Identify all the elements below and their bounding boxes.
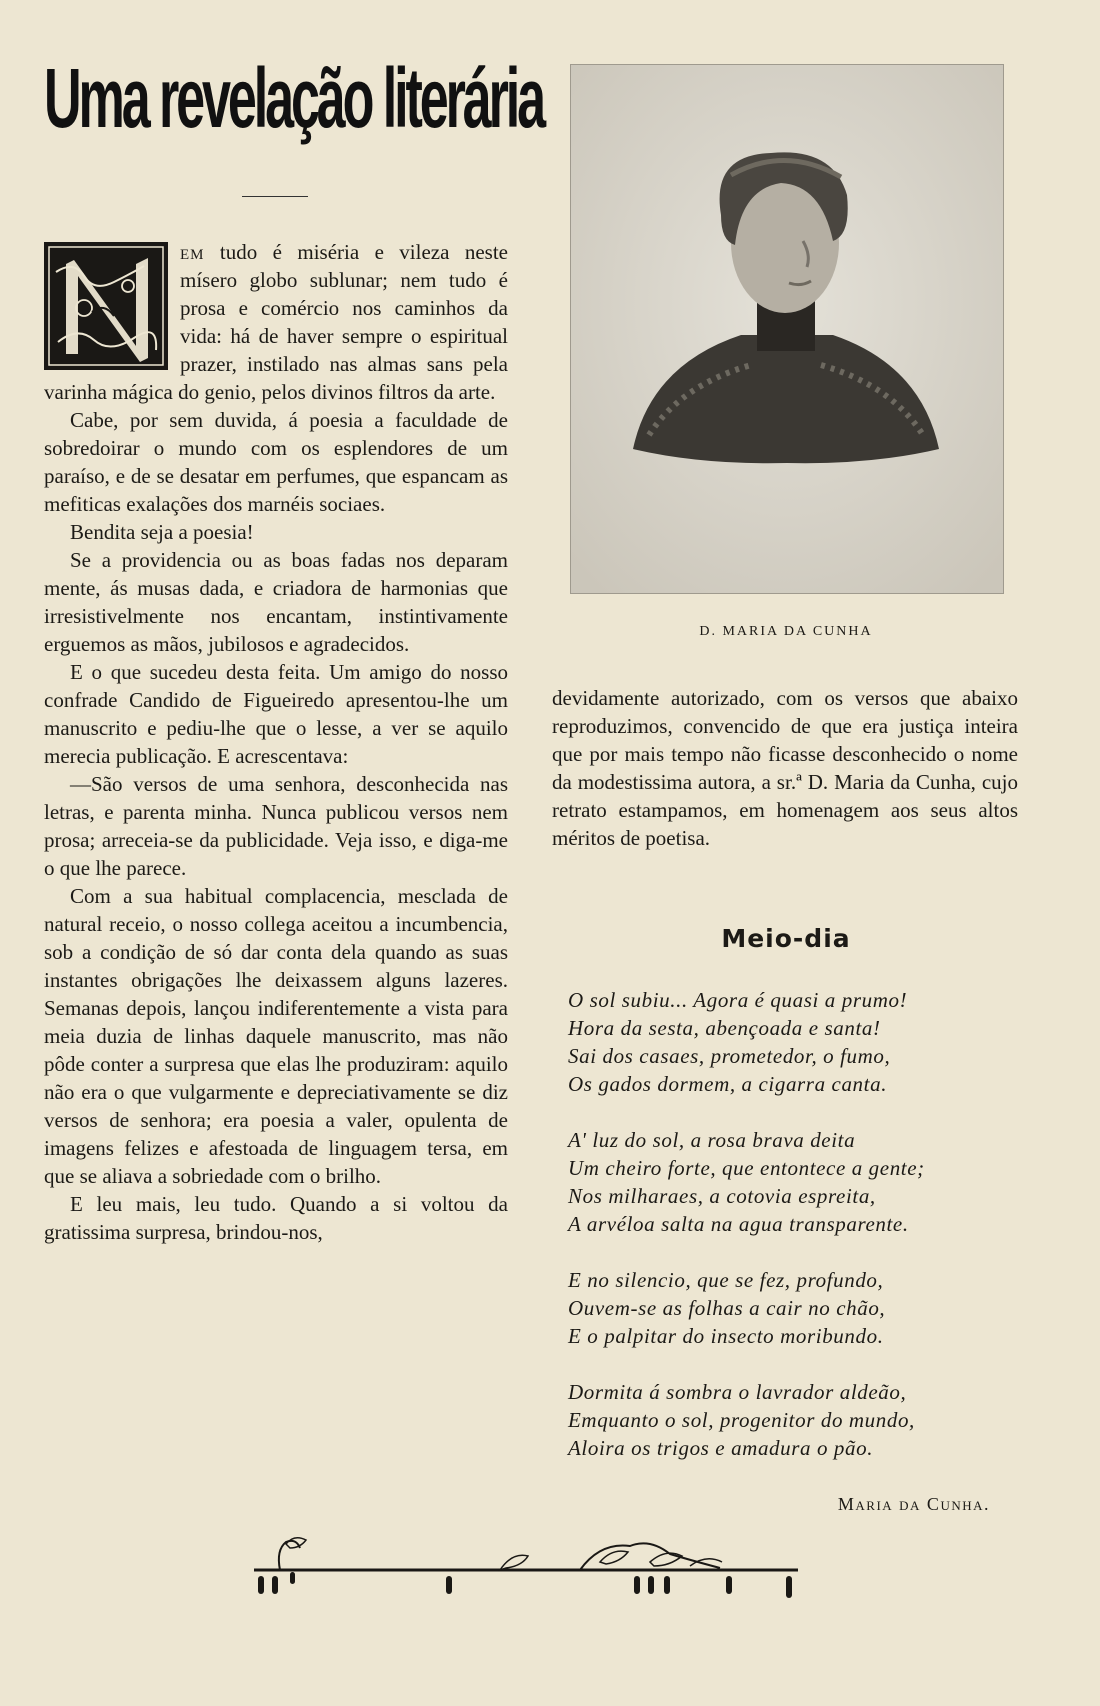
article-paragraph: —São versos de uma senhora, desconhecida nas letras, e parenta minha. Nunca publicou versos nem prosa; arreceia-se da publicidade. Veja isso, e diga-me o que lhe parece. [44,772,508,880]
poem-line: Dormita á sombra o lavrador aldeão, [568,1380,907,1404]
article-continuation: devidamente autorizado, com os versos que abaixo reproduzimos, convencido de que era justiça inteira que por mais tempo não ficasse desconhecido o nome da modestissima autora, a sr.ª D. Maria da Cunha, cujo retrato estampamos, em homenagem aos seus altos méritos de poetisa. [552,686,1018,850]
poem-line: Sai dos casaes, prometedor, o fumo, [568,1044,891,1068]
title-divider [242,196,308,197]
article-paragraph: Cabe, por sem duvida, á poesia a faculdade de sobredoirar o mundo com os esplendores de um paraíso, e de se desatar em perfumes, que espancam as mefiticas exalações dos marnéis sociaes. [44,408,508,516]
dropcap-n-icon [44,242,168,370]
poem-stanza [568,986,1008,1098]
article-right-column [552,684,1018,852]
poem-line: A' luz do sol, a rosa brava deita [568,1128,856,1152]
poem-line: E o palpitar do insecto moribundo. [568,1324,884,1348]
poem-stanza [568,1378,1008,1462]
poem-stanza [568,1126,1008,1238]
page-title: Uma revelação literária [44,51,544,145]
article-paragraph: Bendita seja a poesia! [70,520,254,544]
photo-caption: D. MARIA DA CUNHA [699,624,873,639]
poem-title: Meio-dia [721,924,851,953]
poem-line: E no silencio, que se fez, profundo, [568,1268,884,1292]
first-word-rest: em [180,240,205,264]
poem-line: Aloira os trigos e amadura o pão. [568,1436,874,1460]
poem-line: Hora da sesta, abençoada e santa! [568,1016,881,1040]
poem-line: Emquanto o sol, progenitor do mundo, [568,1408,915,1432]
poem-stanza [568,1266,1008,1350]
poem-body [568,986,1008,1490]
portrait-photo [570,64,1004,594]
poem-line: A arvéloa salta na agua transparente. [568,1212,909,1236]
poem-line: Um cheiro forte, que entontece a gente; [568,1156,925,1180]
poem-line: Ouvem-se as folhas a cair no chão, [568,1296,886,1320]
poem-line: Nos milharaes, a cotovia espreita, [568,1184,876,1208]
poem-line: Os gados dormem, a cigarra canta. [568,1072,888,1096]
poem-line: O sol subiu... Agora é quasi a prumo! [568,988,908,1012]
article-paragraph: E o que sucedeu desta feita. Um amigo do nosso confrade Candido de Figueiredo apresentou-lhe um manuscrito e pediu-lhe que o lesse, a ver se aquilo merecia publicação. E acrescentava: [44,660,508,768]
poem-author: Maria da Cunha. [837,1494,990,1514]
article-paragraph: E leu mais, leu tudo. Quando a si voltou da gratissima surpresa, brindou-nos, [44,1192,508,1244]
article-paragraph: Com a sua habitual complacencia, mesclada de natural receio, o nosso collega aceitou a incumbencia, sob a condição de só dar conta dela quando as suas instantes obrigações lhe deixassem alguns lazeres. Semanas depois, lançou indiferentemente a vista para meia duzia de linhas daquele manuscrito, mas não pôde conter a surpresa que elas lhe produziram: aquilo não era o que vulgarmente e depreciativamente se diz versos de senhora; era poesia a valer, opulenta de imagens felizes e afestoada de linguagem tersa, em que se aliava a sobriedade com o brilho. [44,884,508,1188]
article-paragraph: Se a providencia ou as boas fadas nos deparam mente, ás musas dada, e criadora de harmonias que irresistivelmente nos encantam, instintivamente erguemos as mãos, jubilosos e agradecidos. [44,548,508,656]
vine-ornament-icon [250,1532,810,1609]
article-left-column [44,238,508,1246]
article-text: tudo é miséria e vileza neste mísero globo sublunar; nem tudo é prosa e comércio nos caminhos da vida: há de haver sempre o espiritual prazer, instilado nas almas sans pela varinha mágica do genio, pelos divinos filtros da arte. [44,240,508,404]
